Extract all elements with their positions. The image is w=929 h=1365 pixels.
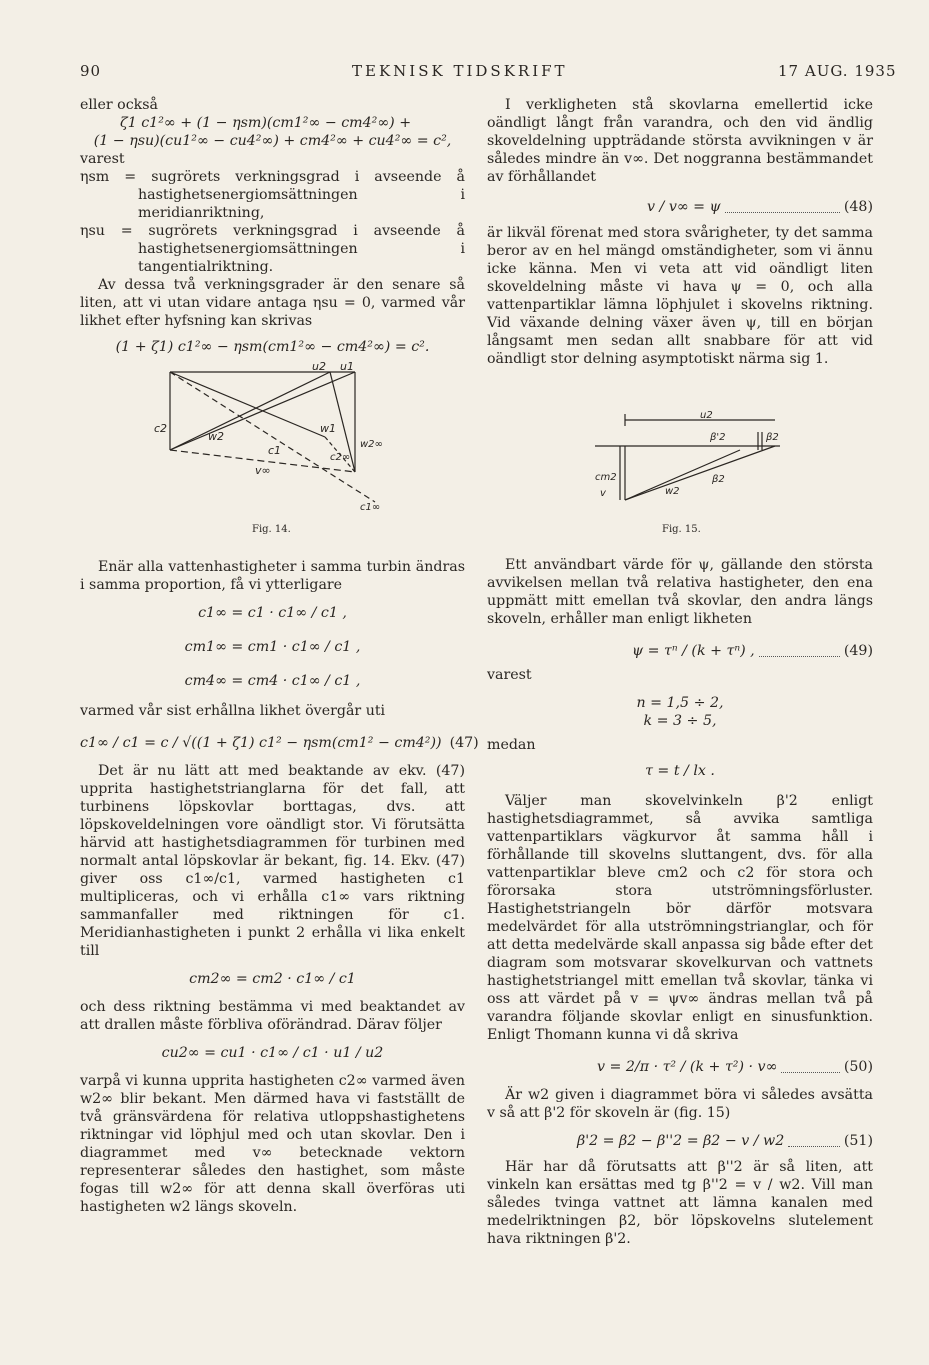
paragraph: varmed vår sist erhållna likhet övergår uti [80, 703, 386, 719]
equation-47-number: (47) [449, 735, 479, 751]
label-c2-inf: c2∞ [330, 452, 351, 463]
dotted-leader [781, 1062, 839, 1073]
dotted-leader [759, 646, 840, 657]
equation-50-number: (50) [843, 1059, 873, 1075]
label-c1: c1 [268, 444, 282, 457]
equation-5: cm4∞ = cm4 · c1∞ / c1 , [184, 673, 361, 689]
paragraph: Är w2 given i diagrammet böra vi således avsätta v så att β'2 för skoveln är (fig. 15) [487, 1087, 873, 1121]
equation-4: cm1∞ = cm1 · c1∞ / c1 , [184, 639, 361, 655]
equation-48: v / v∞ = ψ [647, 199, 721, 215]
paragraph: Ett användbart värde för ψ, gällande den största avvikelsen mellan två relativa hastigheter, den ena uppmätt mitt emellan två skovlar, den andra längs skoveln, erhåller man enligt likheten [487, 557, 873, 627]
paragraph: är likväl förenat med stora svårigheter, ty det samma beror av en hel mängd omständigheter, som vi ännu icke känna. Men vi veta att vid oändligt liten skoveldelning måste vi hava ψ = 0, och alla vattenpartiklar lämna löphjulet i skovelns riktning. Vid växande delning växer även ψ, till en början långsamt men sedan allt snabbare för att vid oändligt stor delning asymptotiskt närma sig 1. [487, 225, 873, 367]
equation-50-row [487, 1058, 873, 1076]
equation-47-row [80, 734, 479, 752]
page-number: 90 [80, 62, 102, 80]
left-column-bottom [80, 558, 479, 1216]
label-w2: w2 [665, 486, 680, 497]
label-w1: w1 [320, 422, 336, 435]
label-c2: c2 [154, 422, 168, 435]
definition-eta-sm: ηsm = sugrörets verkningsgrad i avseende å hastighetsenergiomsättningen i meridianriktning, [80, 169, 465, 221]
paragraph: Enär alla vattenhastigheter i samma turbin ändras i samma proportion, få vi ytterligare [80, 559, 465, 593]
equation-51: β'2 = β2 − β''2 = β2 − v / w2 [577, 1133, 785, 1149]
label-v-inf: v∞ [255, 464, 271, 477]
label-u2: u2 [700, 410, 713, 421]
paragraph: I verkligheten stå skovlarna emellertid icke oändligt långt från varandra, och den vid ändlig skoveldelning uppträdande största avvikningen v är således mindre än v∞. Det noggranna bestämmandet av förhållandet [487, 97, 873, 185]
label-v: v [600, 488, 606, 499]
equation-1-line-1: ζ1 c1²∞ + (1 − ηsm)(cm1²∞ − cm4²∞) + [120, 115, 412, 131]
label-u2: u2 [312, 360, 326, 373]
paragraph: Här har då förutsatts att β''2 är så liten, att vinkeln kan ersättas med tg β''2 = v / w2. Vill man således tvinga vattnet att lämna kanalen med medelriktningen β2, bör löpskovelns slutelement hava riktningen β'2. [487, 1159, 873, 1247]
label-beta-2-top: β2 [766, 432, 779, 443]
issue-date: 17 AUG. 1935 [778, 62, 897, 80]
right-column-top [487, 96, 873, 368]
equation-49-number: (49) [843, 643, 873, 659]
label-cm2: cm2 [595, 472, 617, 483]
paragraph: Av dessa två verkningsgrader är den senare så liten, att vi utan vidare antaga ηsu = 0, varmed vår likhet efter hyfsning kan skrivas [80, 277, 465, 329]
equation-2: (1 + ζ1) c1²∞ − ηsm(cm1²∞ − cm4²∞) = c². [115, 339, 430, 355]
equation-47: c1∞ / c1 = c / √((1 + ζ1) c1² − ηsm(cm1² − cm4²)) [80, 735, 442, 751]
figure-14-caption: Fig. 14. [252, 524, 291, 535]
dotted-leader [725, 202, 840, 213]
label-w2: w2 [208, 430, 224, 443]
equation-1-line-2: (1 − ηsu)(cu1²∞ − cu4²∞) + cm4²∞ + cu4²∞ = c², [93, 133, 452, 149]
equation-k: k = 3 ÷ 5, [643, 713, 717, 729]
label-beta-2-bottom: β2 [712, 474, 725, 485]
paragraph: varpå vi kunna upprita hastigheten c2∞ varmed även w2∞ blir bekant. Men därmed hava vi fastställt de två gränsvärdena för relativa utloppshastighetens riktningar vid löphjul med och utan skovlar. Den i diagrammet med v∞ betecknade vektorn representerar således den hastighet, som måste fogas till w2∞ för att denna skall överföras uti hastigheten w2 längs skoveln. [80, 1073, 465, 1215]
equation-tau: τ = t / lx . [645, 763, 715, 779]
label-c1-inf: c1∞ [360, 502, 381, 513]
equation-n: n = 1,5 ÷ 2, [636, 695, 724, 711]
paragraph: Väljer man skovelvinkeln β'2 enligt hastighetsdiagrammet, så avvika samtliga vattenpartiklars vägkurvor åt samma håll i förhållande till skovelns sluttangent, dvs. för alla vattenpartiklar bleve cm2 och c2 för stora och förorsaka stora utströmningsförluster. Hastighetstriangeln bör därför motsvara medelvärdet för alla utströmningstrianglar, och för att detta medelvärde skall anpassa sig både efter det diagram som motsvarar skovelkurvan och vattnets hastighetstriangel mitt emellan två skovlar, tänka vi oss att värdet på v = ψv∞ ändras mellan två på varandra följande skovlar enligt en sinusfunktion. Enligt Thomann kunna vi då skriva [487, 793, 873, 1043]
paragraph: Det är nu lätt att med beaktande av ekv. (47) upprita hastighetstrianglarna för det fall, att turbinens löpskovlar borttagas, dvs. att löpskoveldelningen vore oändligt stor. Vi förutsätta härvid att hastighetsdiagrammen för turbinen med normalt antal löpskovlar är bekant, fig. 14. Ekv. (47) giver oss c1∞/c1, varmed hastigheten c1 multipliceras, och vi erhålla c1∞ vars riktning sammanfaller med riktningen för c1. Meridianhastigheten i punkt 2 erhålla vi lika enkelt till [80, 763, 465, 959]
figure-15-caption: Fig. 15. [662, 524, 701, 535]
equation-49: ψ = τⁿ / (k + τⁿ) , [632, 643, 755, 659]
equation-6: cm2∞ = cm2 · c1∞ / c1 [189, 971, 356, 987]
label-w2-inf: w2∞ [360, 439, 383, 450]
varest-label: varest [487, 667, 532, 683]
right-column-bottom [487, 556, 873, 1248]
label-u1: u1 [340, 360, 354, 373]
figure-15-diagram [590, 408, 790, 508]
equation-51-row [487, 1132, 873, 1150]
varest-label: varest [80, 151, 125, 167]
equation-7: cu2∞ = cu1 · c1∞ / c1 · u1 / u2 [161, 1045, 384, 1061]
equation-48-number: (48) [843, 199, 873, 215]
left-column-top [80, 96, 465, 356]
equation-48-row [487, 198, 873, 216]
figure-14-diagram [150, 360, 383, 513]
equation-49-row [487, 642, 873, 660]
medan-label: medan [487, 737, 536, 753]
equation-50: v = 2/π · τ² / (k + τ²) · v∞ [597, 1059, 778, 1075]
definition-eta-su: ηsu = sugrörets verkningsgrad i avseende å hastighetsenergiomsättningen i tangentialriktning. [80, 223, 465, 275]
label-beta-prime-2: β'2 [710, 432, 726, 443]
equation-51-number: (51) [843, 1133, 873, 1149]
dotted-leader [788, 1136, 840, 1147]
intro-text: eller också [80, 97, 158, 113]
journal-title: TEKNISK TIDSKRIFT [352, 62, 568, 80]
paragraph: och dess riktning bestämma vi med beaktandet av att drallen måste förbliva oförändrad. Därav följer [80, 999, 465, 1033]
equation-3: c1∞ = c1 · c1∞ / c1 , [198, 605, 347, 621]
